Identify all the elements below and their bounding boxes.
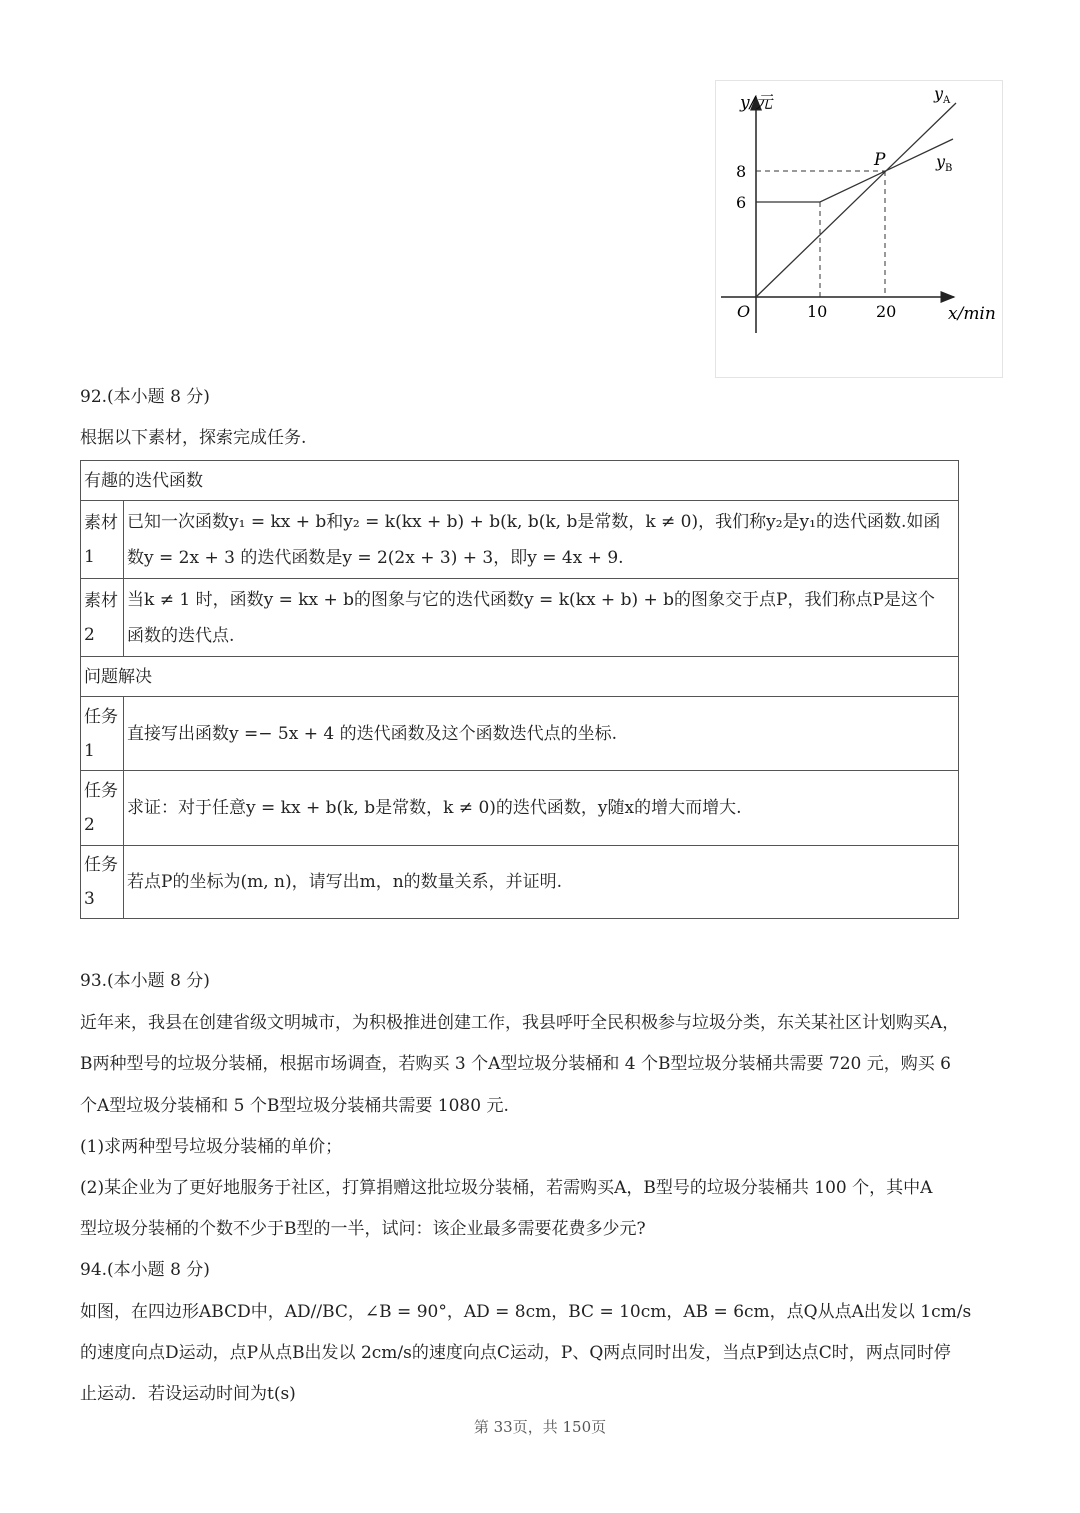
origin-label: O [737,302,751,321]
point-p-label: P [874,150,886,170]
material-1-content [124,501,959,579]
q92-intro: 根据以下素材，探索完成任务. [80,428,307,448]
material-2-line: 当k ≠ 1 时，函数y = kx + b的图象与它的迭代函数y = k(kx + b) + b的图象交于点P，我们称点P是这个 [127,589,935,610]
line-a-label: $y_A$ [934,84,951,106]
task-3-label: 任务3 [81,846,124,919]
task-3-content: 若点P的坐标为(m, n)，请写出m，n的数量关系，并证明. [124,846,959,919]
material-1-label: 素材1 [81,501,124,579]
q93-part-1: (1)求两种型号垃圾分装桶的单价； [80,1137,343,1157]
table-title: 有趣的迭代函数 [81,461,959,501]
line-graph [716,81,1002,377]
q93-line: 型垃圾分装桶的个数不少于B型的一半，试问：该企业最多需要花费多少元? [80,1219,646,1239]
q93-header: 93.(本小题 8 分) [80,971,210,991]
q94-line: 如图，在四边形ABCD中，AD//BC，∠B = 90°，AD = 8cm，BC = 10cm，AB = 6cm，点Q从点A出发以 1cm/s [80,1302,972,1322]
task-2-label: 任务2 [81,771,124,846]
q94-line: 的速度向点D运动，点P从点B出发以 2cm/s的速度向点C运动，P、Q两点同时出发，当点P到达点C时，两点同时停 [80,1343,951,1363]
task-1-label: 任务1 [81,697,124,771]
y-tick-6: 6 [736,193,747,212]
q93-line: B两种型号的垃圾分装桶，根据市场调查，若购买 3 个A型垃圾分装桶和 4 个B型垃圾分装桶共需要 720 元，购买 6 [80,1054,951,1074]
material-1-line: 已知一次函数y₁ = kx + b和y₂ = k(kx + b) + b(k, b(k, b是常数，k ≠ 0)，我们称y₂是y₁的迭代函数.如函 [127,511,941,532]
y-axis-label: y/元 [740,93,773,113]
material-1-line: 数y = 2x + 3 的迭代函数是y = 2(2x + 3) + 3，即y = 4x + 9. [127,547,624,568]
q93-part-2: (2)某企业为了更好地服务于社区，打算捐赠这批垃圾分装桶，若需购买A，B型号的垃圾分装桶共 100 个，其中A [80,1178,933,1198]
material-2-line: 函数的迭代点. [127,625,235,646]
y-tick-8: 8 [736,162,747,181]
q94-line: 止运动．若设运动时间为t(s) [80,1384,296,1404]
task-2-content: 求证：对于任意y = kx + b(k, b是常数，k ≠ 0)的迭代函数，y随x的增大而增大. [124,771,959,846]
page-footer: 第 33页，共 150页 [473,1418,607,1436]
q94-header: 94.(本小题 8 分) [80,1260,210,1280]
task-1-content: 直接写出函数y =− 5x + 4 的迭代函数及这个函数迭代点的坐标. [124,697,959,771]
line-b-label: $y_B$ [936,152,953,174]
material-2-label: 素材2 [81,579,124,657]
material-2-content [124,579,959,657]
section-title: 问题解决 [81,657,959,697]
x-tick-10: 10 [807,302,828,321]
x-tick-20: 20 [876,302,897,321]
iteration-function-table [80,460,959,919]
q93-line: 近年来，我县在创建省级文明城市，为积极推进创建工作，我县呼吁全民积极参与垃圾分类，东关某社区计划购买A， [80,1013,960,1033]
x-axis-label: x/min [948,304,996,324]
graph-figure [715,80,1003,378]
q93-line: 个A型垃圾分装桶和 5 个B型垃圾分装桶共需要 1080 元. [80,1096,509,1116]
line-a [756,103,956,297]
q92-header: 92.(本小题 8 分) [80,387,210,407]
